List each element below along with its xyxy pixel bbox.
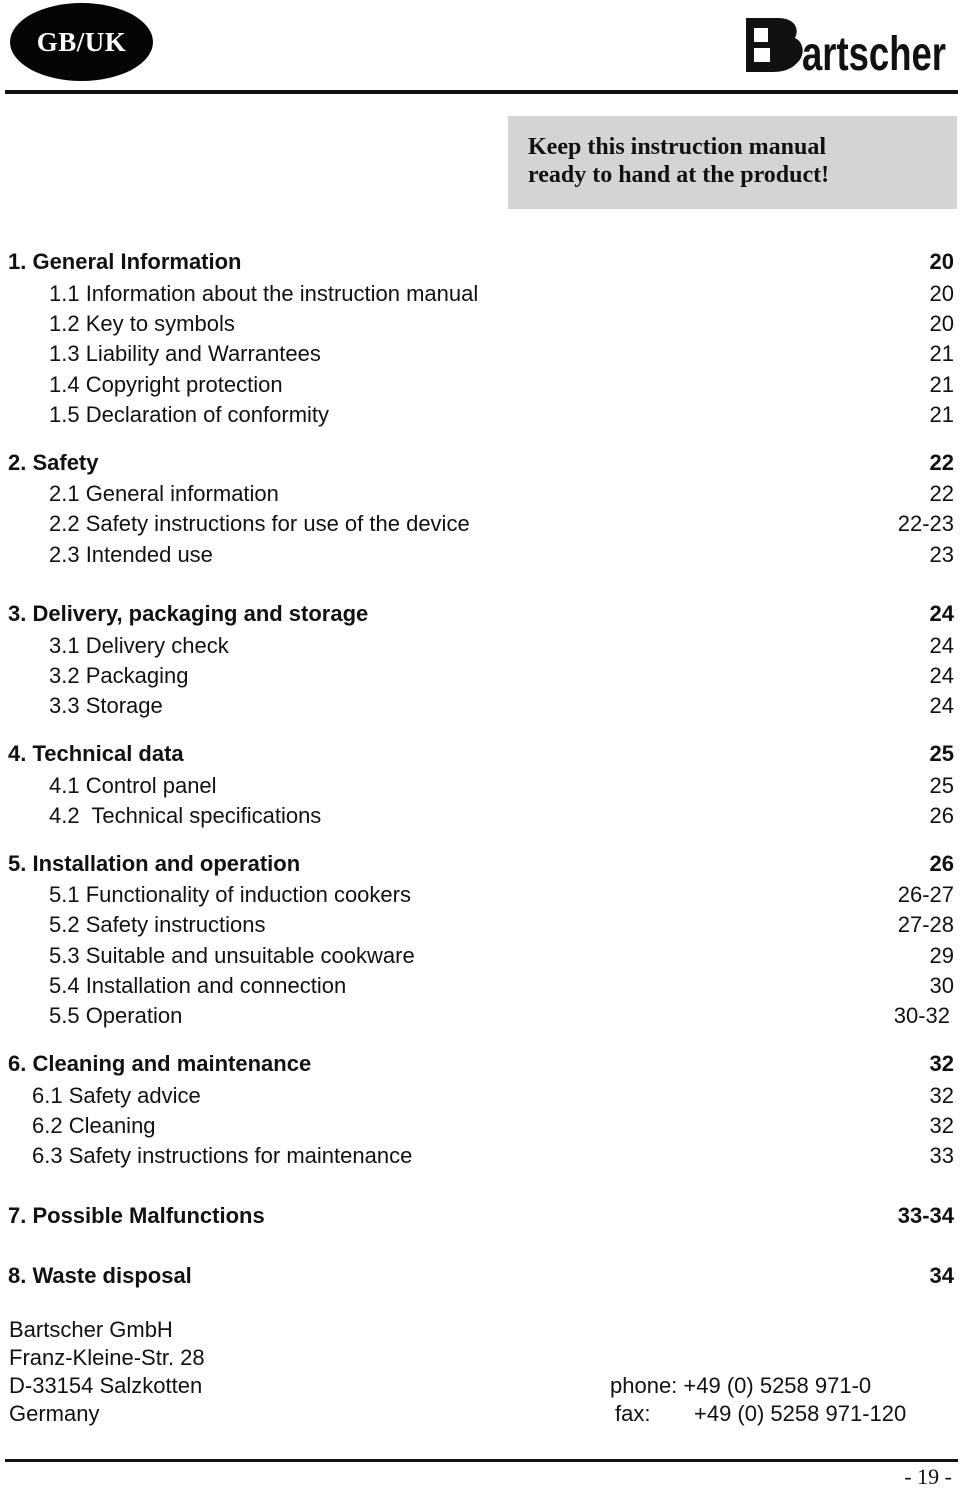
toc-title: 1.1 Information about the instruction manual (49, 281, 479, 306)
toc-title: 3. Delivery, packaging and storage (8, 601, 369, 626)
toc-page: 24 (929, 633, 954, 658)
toc-entry (0, 247, 960, 277)
toc-entry (0, 540, 960, 570)
toc-page: 26 (929, 851, 954, 876)
toc-entry (0, 910, 960, 940)
fax-label: fax: (615, 1401, 651, 1426)
toc-entry (0, 1081, 960, 1111)
toc-entry (0, 599, 960, 629)
toc-entry (0, 771, 960, 801)
toc-title: 1.4 Copyright protection (49, 372, 283, 397)
toc-title: 5.4 Installation and connection (49, 973, 347, 998)
toc-entry (0, 509, 960, 539)
toc-title: 2.2 Safety instructions for use of the device (49, 511, 470, 536)
toc-entry (0, 309, 960, 339)
notice-line-2: ready to hand at the product! (528, 162, 830, 188)
toc-page: 21 (929, 402, 954, 427)
toc-entry (0, 339, 960, 369)
toc-page: 30 (929, 973, 954, 998)
toc-title: 5. Installation and operation (8, 851, 301, 876)
svg-text:artscher: artscher (802, 28, 946, 80)
toc-page: 33 (929, 1143, 954, 1168)
toc-title: 4.2 Technical specifications (49, 803, 322, 828)
toc-page: 22-23 (897, 511, 954, 536)
toc-page: 26-27 (897, 882, 954, 907)
phone-number: phone: +49 (0) 5258 971-0 (610, 1373, 872, 1398)
toc-title: 5.1 Functionality of induction cookers (49, 882, 411, 907)
toc-page: 22 (929, 481, 954, 506)
toc-title: 6.2 Cleaning (32, 1113, 156, 1138)
toc-page: 25 (929, 773, 954, 798)
toc-entry (0, 1111, 960, 1141)
toc-page: 32 (929, 1113, 954, 1138)
toc-entry (0, 1261, 960, 1291)
toc-title: 4.1 Control panel (49, 773, 217, 798)
toc-title: 6.3 Safety instructions for maintenance (32, 1143, 413, 1168)
toc-page: 24 (929, 663, 954, 688)
toc-page: 33-34 (897, 1203, 954, 1228)
toc-page: 27-28 (897, 912, 954, 937)
toc-title: 6.1 Safety advice (32, 1083, 201, 1108)
city-postcode: D-33154 Salzkotten (9, 1373, 203, 1398)
toc-page: 24 (929, 601, 954, 626)
toc-entry (0, 1141, 960, 1171)
footer-divider (5, 1459, 958, 1462)
country: Germany (9, 1401, 100, 1426)
toc-title: 3.3 Storage (49, 693, 163, 718)
toc-title: 1.2 Key to symbols (49, 311, 235, 336)
toc-entry (0, 941, 960, 971)
page-number: - 19 - (904, 1464, 952, 1489)
street-address: Franz-Kleine-Str. 28 (9, 1345, 205, 1370)
toc-page: 34 (929, 1263, 954, 1288)
notice-box (508, 116, 957, 209)
toc-page: 32 (929, 1051, 954, 1076)
toc-entry (0, 448, 960, 478)
header-divider (5, 90, 958, 94)
toc-page: 24 (929, 693, 954, 718)
toc-entry (0, 849, 960, 879)
notice-line-1: Keep this instruction manual (528, 134, 827, 160)
toc-entry (0, 739, 960, 769)
company-address (9, 1316, 205, 1428)
language-badge: GB/UK (10, 3, 153, 81)
toc-entry (0, 479, 960, 509)
company-name: Bartscher GmbH (9, 1317, 173, 1342)
toc-entry (0, 1001, 960, 1031)
toc-entry (0, 971, 960, 1001)
toc-title: 8. Waste disposal (8, 1263, 192, 1288)
toc-page: 25 (929, 741, 954, 766)
toc-title: 4. Technical data (8, 741, 184, 766)
toc-page: 22 (929, 450, 954, 475)
toc-title: 5.3 Suitable and unsuitable cookware (49, 943, 415, 968)
toc-page: 29 (929, 943, 954, 968)
toc-title: 5.2 Safety instructions (49, 912, 266, 937)
toc-page: 20 (929, 311, 954, 336)
toc-entry (0, 400, 960, 430)
fax-number: +49 (0) 5258 971-120 (694, 1401, 907, 1426)
toc-title: 3.2 Packaging (49, 663, 189, 688)
toc-entry (0, 691, 960, 721)
toc-title: 1.5 Declaration of conformity (49, 402, 330, 427)
toc-title: 1. General Information (8, 249, 242, 274)
toc-entry (0, 631, 960, 661)
toc-title: 1.3 Liability and Warrantees (49, 341, 321, 366)
toc-entry (0, 1201, 960, 1231)
toc-entry (0, 801, 960, 831)
toc-title: 5.5 Operation (49, 1003, 183, 1028)
toc-page: 32 (929, 1083, 954, 1108)
toc-entry (0, 1049, 960, 1079)
toc-title: 3.1 Delivery check (49, 633, 229, 658)
toc-title: 2.3 Intended use (49, 542, 213, 567)
toc-entry (0, 370, 960, 400)
toc-entry (0, 279, 960, 309)
bartscher-logo (740, 10, 950, 80)
toc-page: 21 (929, 341, 954, 366)
toc-entry (0, 661, 960, 691)
toc-title: 2.1 General information (49, 481, 279, 506)
toc-page: 30-32 (893, 1003, 950, 1028)
toc-page: 20 (929, 249, 954, 274)
toc-title: 7. Possible Malfunctions (8, 1203, 265, 1228)
toc-entry (0, 880, 960, 910)
toc-page: 23 (929, 542, 954, 567)
toc-title: 6. Cleaning and maintenance (8, 1051, 312, 1076)
toc-page: 21 (929, 372, 954, 397)
toc-page: 26 (929, 803, 954, 828)
toc-page: 20 (929, 281, 954, 306)
toc-title: 2. Safety (8, 450, 99, 475)
